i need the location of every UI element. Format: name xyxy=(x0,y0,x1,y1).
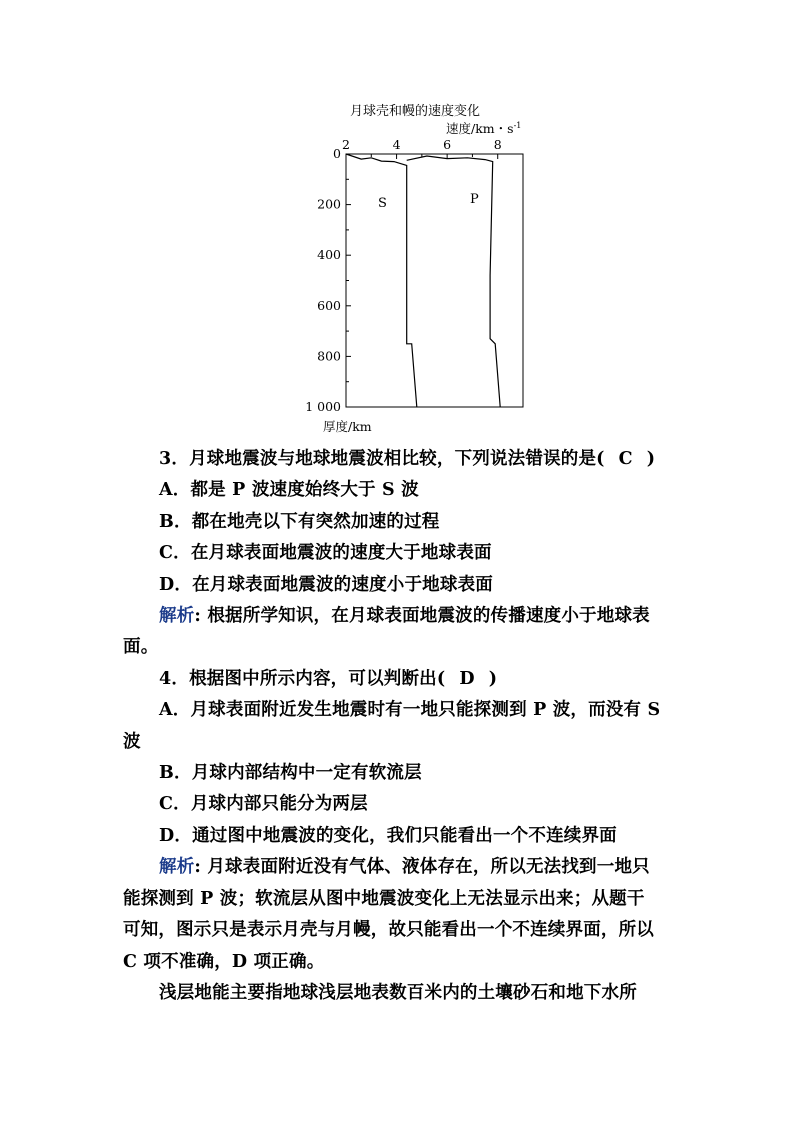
x-axis-label-text: 速度/km・s xyxy=(446,121,514,136)
q3-answer: C xyxy=(618,449,633,469)
q3-option-d: D．在月球表面地震波的速度小于地球表面 xyxy=(159,574,493,595)
y-tick-labels xyxy=(305,146,341,414)
s-wave-curve xyxy=(346,154,417,407)
velocity-chart xyxy=(300,96,560,441)
q4-option-d: D．通过图中地震波的变化，我们只能看出一个不连续界面 xyxy=(159,825,617,846)
q3-jiexi-text1: : 根据所学知识，在月球表面地震波的传播速度小于地球表 xyxy=(194,606,650,627)
x-tick-labels xyxy=(342,137,502,152)
y-tick-label: 400 xyxy=(317,247,341,263)
q4-stem xyxy=(123,664,683,695)
y-axis-label: 厚度/km xyxy=(323,419,372,434)
p-wave-curve xyxy=(407,156,501,407)
tick-marks xyxy=(346,154,523,407)
q4-answer: D xyxy=(459,668,475,689)
q3-stem-before: 3．月球地震波与地球地震波相比较，下列说法错误的是( xyxy=(159,449,605,469)
q3-option-b: B．都在地壳以下有突然加速的过程 xyxy=(159,511,440,532)
x-tick-label: 4 xyxy=(392,137,401,152)
s-wave-label: S xyxy=(378,196,387,211)
q3-jiexi-label: 解析 xyxy=(159,606,195,627)
y-tick-label: 0 xyxy=(333,146,341,161)
q4-jiexi-line1 xyxy=(123,852,683,883)
plot-frame xyxy=(346,154,523,407)
q3-option-c: C．在月球表面地震波的速度大于地球表面 xyxy=(159,543,492,564)
y-tick-label: 800 xyxy=(317,348,341,364)
next-paragraph: 浅层地能主要指地球浅层地表数百米内的土壤砂石和地下水所 xyxy=(159,982,637,1003)
q4-option-c: C．月球内部只能分为两层 xyxy=(159,794,368,815)
q3-jiexi-line1 xyxy=(123,601,683,632)
x-axis-label-sup: -1 xyxy=(513,121,522,130)
q4-stem-after: ) xyxy=(488,668,498,689)
velocity-chart-svg xyxy=(300,96,560,441)
question-content xyxy=(123,444,683,1009)
q4-jiexi-line3: 可知，图示只是表示月壳与月幔，故只能看出一个不连续界面，所以 xyxy=(123,920,654,941)
y-tick-label: 1 000 xyxy=(305,399,341,414)
q3-option-a: A．都是 P 波速度始终大于 S 波 xyxy=(159,480,419,501)
q4-option-a-line2: 波 xyxy=(123,731,141,752)
q4-option-b: B．月球内部结构中一定有软流层 xyxy=(159,763,422,784)
x-tick-label: 8 xyxy=(493,137,502,152)
q3-stem-after: ) xyxy=(646,449,656,469)
q4-jiexi-line4: C 项不准确，D 项正确。 xyxy=(123,951,325,972)
q4-stem-before: 4．根据图中所示内容，可以判断出( xyxy=(159,668,446,689)
q3-stem xyxy=(123,444,683,475)
x-tick-label: 2 xyxy=(342,137,350,152)
q4-jiexi-line2: 能探测到 P 波；软流层从图中地震波变化上无法显示出来；从题干 xyxy=(123,888,645,909)
q4-option-a-line1: A．月球表面附近发生地震时有一地只能探测到 P 波，而没有 S xyxy=(159,700,661,721)
p-wave-label: P xyxy=(470,192,479,207)
y-tick-label: 600 xyxy=(317,297,341,313)
x-tick-label: 6 xyxy=(443,137,452,152)
x-axis-label xyxy=(446,121,521,136)
q3-jiexi-line2: 面。 xyxy=(123,637,159,658)
q4-jiexi-label: 解析 xyxy=(159,857,195,878)
chart-title: 月球壳和幔的速度变化 xyxy=(350,104,481,119)
q4-jiexi-text1: : 月球表面附近没有气体、液体存在，所以无法找到一地只 xyxy=(194,857,650,878)
y-tick-label: 200 xyxy=(317,196,341,212)
